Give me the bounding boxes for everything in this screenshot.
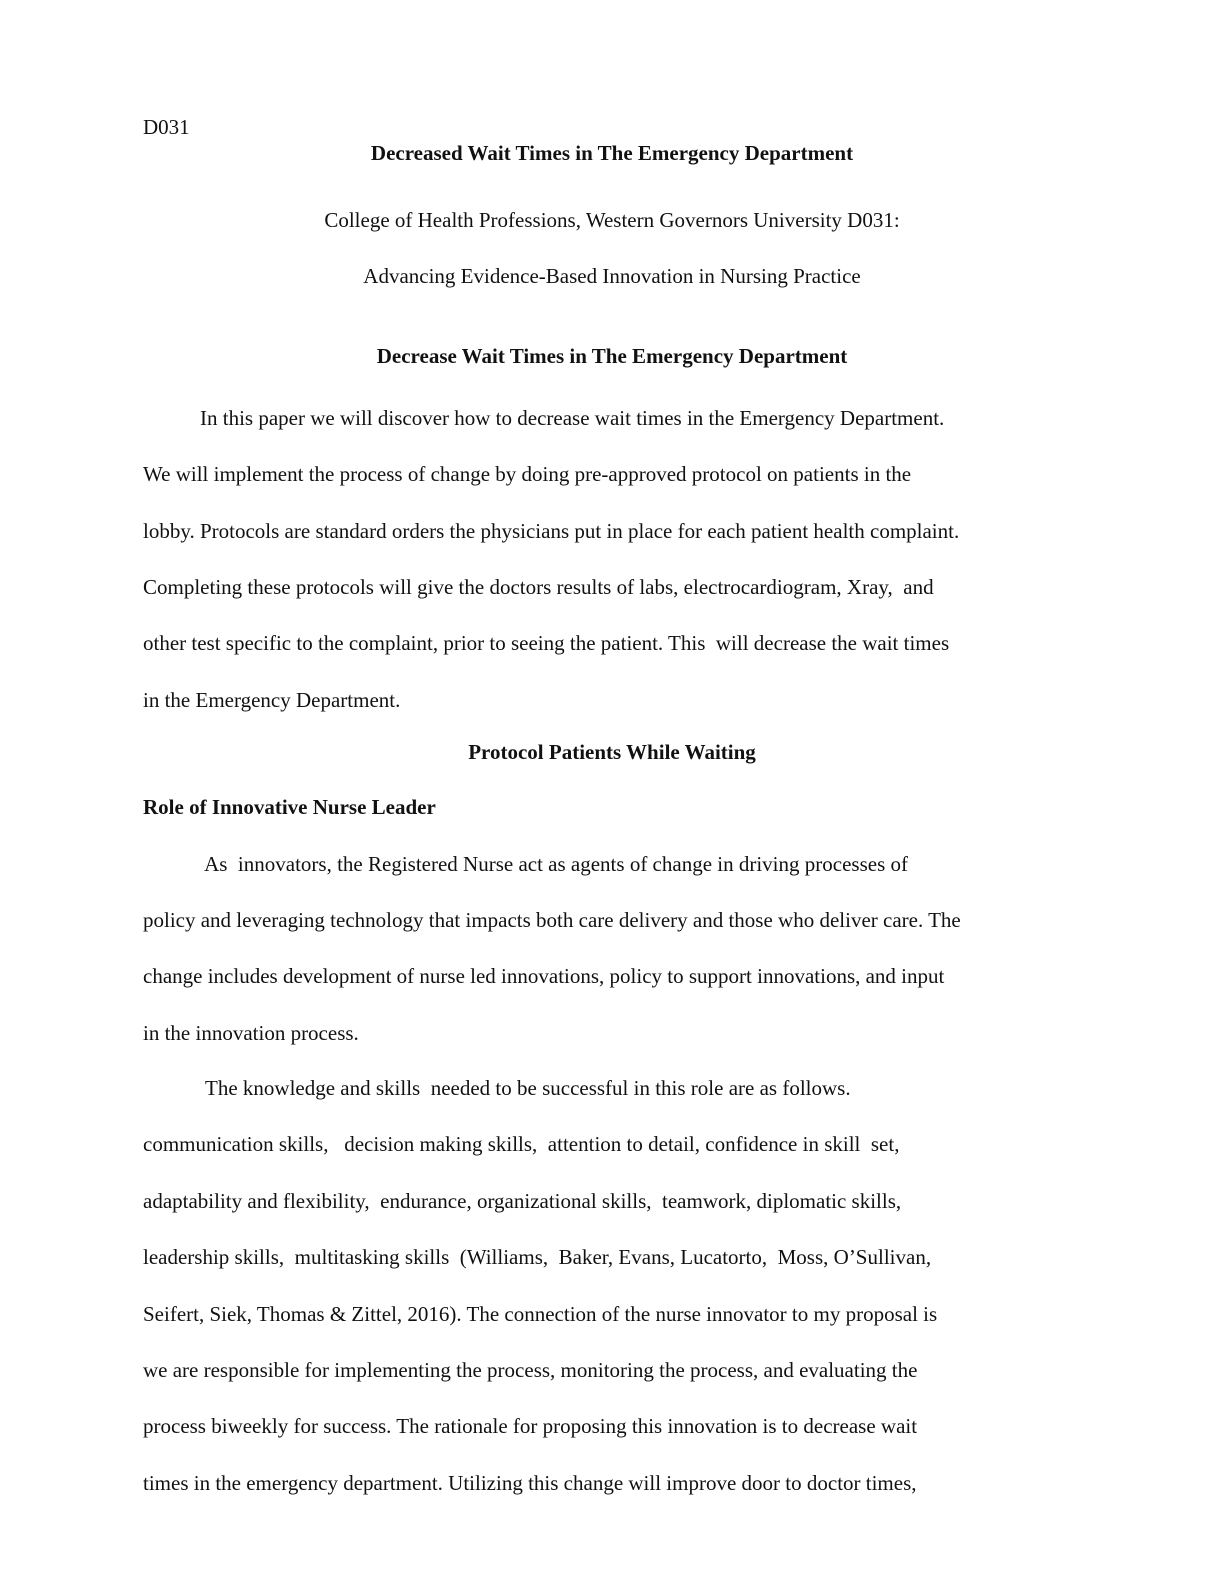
role-paragraph-line: As innovators, the Registered Nurse act as agents of change in driving processes of — [200, 852, 908, 876]
intro-line: lobby. Protocols are standard orders the physicians put in place for each patient health complaint. — [143, 519, 960, 543]
intro-line: In this paper we will discover how to decrease wait times in the Emergency Department. — [200, 406, 945, 430]
subheading-role: Role of Innovative Nurse Leader — [143, 795, 436, 819]
skills-paragraph-line: leadership skills, multitasking skills (Williams, Baker, Evans, Lucatorto, Moss, O’Sullivan, — [143, 1245, 932, 1269]
skills-paragraph-line: communication skills, decision making skills, attention to detail, confidence in skill set, — [143, 1132, 900, 1156]
skills-paragraph-line: Seifert, Siek, Thomas & Zittel, 2016). The connection of the nurse innovator to my proposal is — [143, 1302, 938, 1326]
role-paragraph-line: change includes development of nurse led innovations, policy to support innovations, and input — [143, 964, 945, 988]
affiliation-line-2: Advancing Evidence-Based Innovation in Nursing Practice — [363, 264, 861, 288]
skills-paragraph-line: The knowledge and skills needed to be successful in this role are as follows. — [205, 1076, 851, 1100]
affiliation-line-1: College of Health Professions, Western Governors University D031: — [324, 208, 900, 232]
role-paragraph-line: in the innovation process. — [143, 1021, 359, 1045]
role-paragraph-line: policy and leveraging technology that impacts both care delivery and those who deliver care. The — [143, 908, 961, 932]
paper-title: Decreased Wait Times in The Emergency Department — [370, 141, 854, 165]
intro-line: Completing these protocols will give the doctors results of labs, electrocardiogram, Xray, and — [143, 575, 934, 599]
skills-paragraph-line: times in the emergency department. Utilizing this change will improve door to doctor times, — [143, 1471, 917, 1495]
skills-paragraph-line: process biweekly for success. The rationale for proposing this innovation is to decrease wait — [143, 1414, 918, 1438]
intro-line: We will implement the process of change by doing pre-approved protocol on patients in the — [143, 462, 912, 486]
skills-paragraph-line: adaptability and flexibility, endurance, organizational skills, teamwork, diplomatic skills, — [143, 1189, 902, 1213]
section-heading: Decrease Wait Times in The Emergency Department — [376, 344, 848, 368]
intro-line: in the Emergency Department. — [143, 688, 401, 712]
skills-paragraph-line: we are responsible for implementing the process, monitoring the process, and evaluating the — [143, 1358, 918, 1382]
intro-line: other test specific to the complaint, prior to seeing the patient. This will decrease the wait times — [143, 631, 950, 655]
subheading-protocol: Protocol Patients While Waiting — [468, 740, 756, 764]
running-head: D031 — [143, 115, 190, 139]
